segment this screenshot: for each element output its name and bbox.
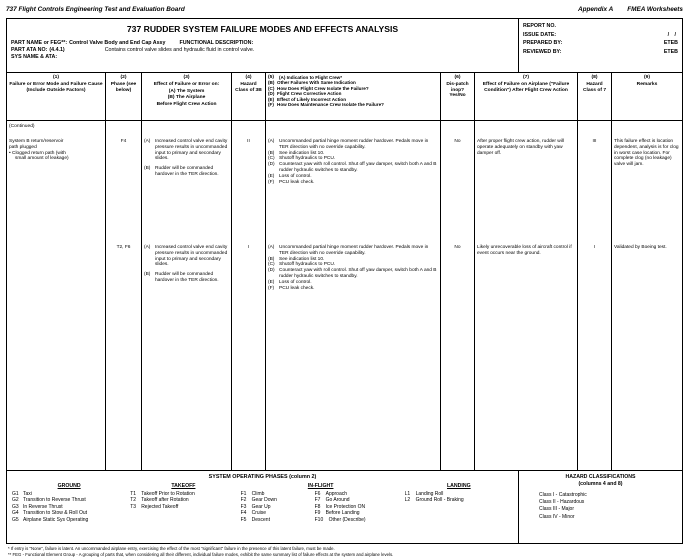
- phase-item: F5 Descent: [240, 516, 270, 523]
- crew-item-b: (B) See indication list 10.: [268, 256, 325, 262]
- footnote-doublestar: ** FEG - Functional Element Group - A grouping of parts that, when considering all their different, individual failure modes, exhibit the same summary list of failure effects at the system and airplane levels.: [8, 551, 394, 557]
- crew-item-c: (C) Shutoff hydraulics to PCU.: [268, 156, 336, 162]
- phase-item: F2 Gear Down: [240, 497, 277, 504]
- column-title: Phase (see below): [110, 81, 137, 93]
- effect-after-action-row1: After proper flight crew action, rudder will operate adequately on standby with yaw damper off.: [477, 139, 564, 156]
- hazard-class-3b-row1: II: [247, 139, 250, 144]
- failure-mode-line: System B return/reservoir: [9, 139, 64, 144]
- column-number: (6): [454, 75, 461, 80]
- body-column-5: [266, 121, 441, 470]
- column-header-6: [441, 73, 475, 120]
- report-no-row: [523, 22, 678, 31]
- failure-mode-cell-row1: [9, 139, 103, 162]
- reviewed-by-value: ETEB: [663, 48, 678, 55]
- effect-item: (B) Rudder will be commanded hardover in the TER direction.: [144, 166, 219, 177]
- phase-item: F7 Go Around: [314, 497, 350, 504]
- inflight-left: [241, 491, 315, 523]
- body-column-7: [475, 121, 578, 470]
- column-number: (7): [523, 75, 529, 80]
- issue-date-value: / /: [667, 31, 678, 38]
- hazard-class-item: Class I - Catastrophic: [539, 492, 587, 498]
- part-info: [7, 40, 518, 61]
- hazard-class-list: [523, 492, 678, 521]
- crew-item-e: (E) Loss of control.: [268, 173, 312, 179]
- column-title: Remarks: [636, 81, 658, 87]
- phase-item: F8 Ice Protection ON: [314, 503, 366, 510]
- column-number: (3): [183, 75, 190, 80]
- column-header-3: [142, 73, 232, 120]
- functional-description-label: FUNCTIONAL DESCRIPTION:: [179, 40, 254, 46]
- issue-date-label: ISSUE DATE:: [523, 31, 557, 38]
- part-name-value: Control Valve Body and End Cap Assy: [69, 40, 166, 46]
- sys-name-row: [11, 54, 514, 61]
- sys-name-label: SYS NAME & ATA:: [11, 54, 58, 60]
- hazard-title-line2: (columns 4 and 8): [578, 481, 623, 487]
- footnote-star: * If entry is "None", failure is latent. An uncommanded airplane entry, exercising the effect of the most "significant" failure in the presence of this latent failure, must be made.: [8, 546, 335, 551]
- phase-group-landing: [403, 483, 515, 523]
- running-head: [6, 6, 683, 13]
- part-name-row: [11, 40, 514, 47]
- crew-action-cell-row2: [268, 245, 438, 291]
- title-block: [7, 19, 519, 73]
- crew-item-a: (A) Uncommanded partial hinge moment rudder hardover. Pedals move in TER direction with no override capability.: [268, 139, 429, 150]
- column-title: Failure or Error Mode and Failure Cause (Include Outside Factors): [9, 81, 103, 93]
- worksheet-body: [7, 121, 682, 471]
- question-f: (F) How Does Maintenance Crew Isolate the Failure?: [268, 102, 384, 108]
- hazard-class-3b-row2: I: [247, 245, 250, 250]
- crew-item-d: (D) Counteract yaw with roll control. Shut off yaw damper, switch both A and B rudder hydraulic switches to standby.: [268, 268, 437, 279]
- phase-group-heading: LANDING: [446, 483, 471, 489]
- running-head-right: [578, 6, 683, 13]
- dispatch-inop-row1: No: [454, 139, 461, 144]
- column-number: (2): [120, 75, 127, 80]
- question-e: (E) Effect of Likely Incorrect Action: [268, 96, 347, 102]
- phase-group-takeoff: [128, 483, 238, 523]
- effect-after-action-row2: Likely unrecoverable loss of aircraft control if event occurs near the ground.: [477, 245, 572, 256]
- operating-phases-columns: [10, 483, 515, 523]
- phase-group-heading: TAKEOFF: [171, 483, 196, 489]
- body-column-8: [578, 121, 612, 470]
- prepared-by-label: PREPARED BY:: [523, 40, 563, 47]
- body-column-6: [441, 121, 475, 470]
- phase-item: F1 Climb: [240, 491, 265, 497]
- phase-item: G4 Transition to Stow & Roll Out: [12, 510, 88, 517]
- failure-cause-line: • Clogged return path (with: [9, 150, 66, 156]
- running-head-left: 737 Flight Controls Engineering Test and Evaluation Board: [6, 6, 185, 13]
- phase-group-heading: IN-FLIGHT: [307, 483, 334, 489]
- body-column-3: [142, 121, 232, 470]
- crew-item-e: (E) Loss of control.: [268, 279, 312, 285]
- crew-item-f: (F) PCU leak check.: [268, 285, 315, 291]
- phase-item: G1 Taxi: [12, 491, 32, 497]
- part-ata-row: [11, 47, 514, 54]
- column-header-4: [232, 73, 266, 120]
- crew-item-a: (A) Uncommanded partial hinge moment rudder hardover. Pedals move in TER direction with no override capability.: [268, 245, 429, 256]
- continued-label: (Continued): [9, 124, 35, 129]
- document-title: 737 RUDDER SYSTEM FAILURE MODES AND EFFECTS ANALYSIS: [126, 24, 399, 34]
- crew-item-c: (C) Shutoff hydraulics to PCU.: [268, 262, 336, 268]
- phase-group-heading: GROUND: [57, 483, 81, 489]
- column-header-8: [578, 73, 612, 120]
- hazard-class-item: Class IV - Minor: [539, 513, 575, 520]
- effect-cell-row2: [144, 245, 229, 284]
- hazard-class-7-row2: I: [593, 245, 596, 250]
- phase-group-ground: [10, 483, 128, 523]
- phase-item: G3 In Reverse Thrust: [12, 503, 63, 510]
- hazard-title-line1: HAZARD CLASSIFICATIONS: [565, 474, 636, 480]
- phase-item: F4 Cruise: [240, 510, 267, 517]
- column-5-questions: [268, 75, 438, 107]
- dispatch-inop-row2: No: [454, 245, 461, 250]
- column-header-1: [7, 73, 106, 120]
- body-column-2: [106, 121, 142, 470]
- phase-item: F10 Other (Describe): [314, 516, 366, 523]
- hazard-class-item: Class III - Major: [539, 506, 575, 513]
- column-title: Effect of Failure or Error on:: [153, 81, 220, 87]
- reviewed-by-row: [523, 48, 678, 57]
- appendix-title: FMEA Worksheets: [627, 6, 683, 13]
- phase-group-inflight: [239, 483, 403, 523]
- column-number: (5): [268, 75, 274, 80]
- phase-item: F9 Before Landing: [314, 510, 360, 517]
- question-d: (D) Flight Crew Corrective Action: [268, 91, 342, 97]
- reviewed-by-label: REVIEWED BY:: [523, 48, 562, 55]
- column-sub-a: (A) The System: [168, 88, 205, 94]
- hazard-class-7-row1: III: [592, 139, 597, 144]
- phase-item: F3 Gear Up: [240, 503, 271, 510]
- column-number: (1): [53, 75, 59, 80]
- body-column-1: [7, 121, 106, 470]
- column-sub-b: (B) The Airplane: [167, 95, 206, 101]
- phase-item: F6 Approach: [314, 491, 348, 497]
- failure-mode-line: path plugged: [9, 144, 37, 150]
- phase-item: T2 Takeoff after Rotation: [130, 497, 189, 504]
- crew-action-cell-row1: [268, 139, 438, 185]
- prepared-by-row: [523, 39, 678, 48]
- crew-item-f: (F) PCU leak check.: [268, 179, 315, 185]
- column-header-7: [475, 73, 578, 120]
- part-name-label: PART NAME or FEG**:: [11, 40, 68, 46]
- column-title: Hazard Class of 7: [582, 81, 607, 93]
- column-number: (9): [644, 75, 650, 80]
- hazard-classifications-box: [519, 471, 682, 543]
- phase-item: L2 Ground Roll - Braking: [404, 497, 464, 504]
- remarks-row1: This failure effect is location dependent, analysis is for clog in worst case location. For complete clog (no leakage) valve will jam.: [614, 139, 679, 168]
- phase-item: G2 Transition to Reverse Thrust: [12, 497, 86, 504]
- operating-phases-box: [7, 471, 519, 543]
- column-number: (4): [245, 75, 252, 80]
- operating-phases-title: SYSTEM OPERATING PHASES (column 2): [208, 474, 317, 480]
- appendix-label: Appendix A: [577, 6, 614, 13]
- phase-cell-row1: F4: [120, 139, 127, 144]
- effect-cell-row1: [144, 139, 229, 178]
- phase-item: T3 Rejected Takeoff: [130, 503, 179, 510]
- column-sub-c: Before Flight Crew Action: [156, 102, 217, 108]
- failure-cause-line: small amount of leakage): [15, 156, 69, 162]
- prepared-by-value: ETEB: [663, 40, 678, 47]
- worksheet-frame: [6, 18, 683, 544]
- effect-item: (A) Increased control valve end cavity pressure results in uncommanded input to primary and secondary slides.: [144, 245, 228, 268]
- column-number: (8): [591, 75, 598, 80]
- part-ata-value: (4.4.1): [49, 47, 65, 53]
- column-title: Effect of Failure on Airplane ("Failure Condition") After Flight Crew Action: [482, 81, 570, 93]
- column-title: Hazard Class of 3B: [235, 81, 262, 93]
- effect-item: (A) Increased control valve end cavity pressure results in uncommanded input to primary and secondary slides.: [144, 139, 228, 162]
- footnotes: [8, 546, 683, 557]
- remarks-row2: Validated by Boeing test.: [614, 245, 667, 250]
- column-header-5: [266, 73, 441, 120]
- inflight-right: [315, 491, 401, 523]
- column-header-2: [106, 73, 142, 120]
- column-header-9: [612, 73, 682, 120]
- part-ata-label: PART ATA NO:: [11, 47, 48, 53]
- issue-date-row: [523, 31, 678, 40]
- question-a: (A) Indication to Flight Crew*: [279, 75, 343, 80]
- crew-item-b: (B) See indication list 10.: [268, 150, 325, 156]
- phase-cell-row2: T2, F6: [116, 245, 131, 250]
- question-b: (B) Other Failures With Same Indication: [268, 80, 356, 86]
- phase-item: G5 Airplane Static Sys Operating: [12, 516, 89, 523]
- crew-item-d: (D) Counteract yaw with roll control. Shut off yaw damper, switch both A and B rudder hydraulic switches to standby.: [268, 162, 437, 173]
- column-header-row: [7, 73, 682, 121]
- question-c: (C) How Does Flight Crew Isolate the Failure?: [268, 85, 369, 91]
- report-no-label: REPORT NO.: [523, 23, 556, 29]
- body-column-4: [232, 121, 266, 470]
- column-title: Dis-patch inop? Yes/No: [446, 81, 469, 99]
- phase-item: L1 Landing Roll: [404, 491, 444, 497]
- body-column-9: [612, 121, 682, 470]
- effect-item: (B) Rudder will be commanded hardover in the TER direction.: [144, 272, 219, 283]
- report-header-box: [519, 19, 682, 73]
- phase-item: T1 Takeoff Prior to Rotation: [130, 491, 195, 497]
- functional-description-value: Contains control valve slides and hydraulic fluid in control valve.: [104, 47, 255, 53]
- hazard-class-item: Class II - Hazardous: [539, 499, 585, 506]
